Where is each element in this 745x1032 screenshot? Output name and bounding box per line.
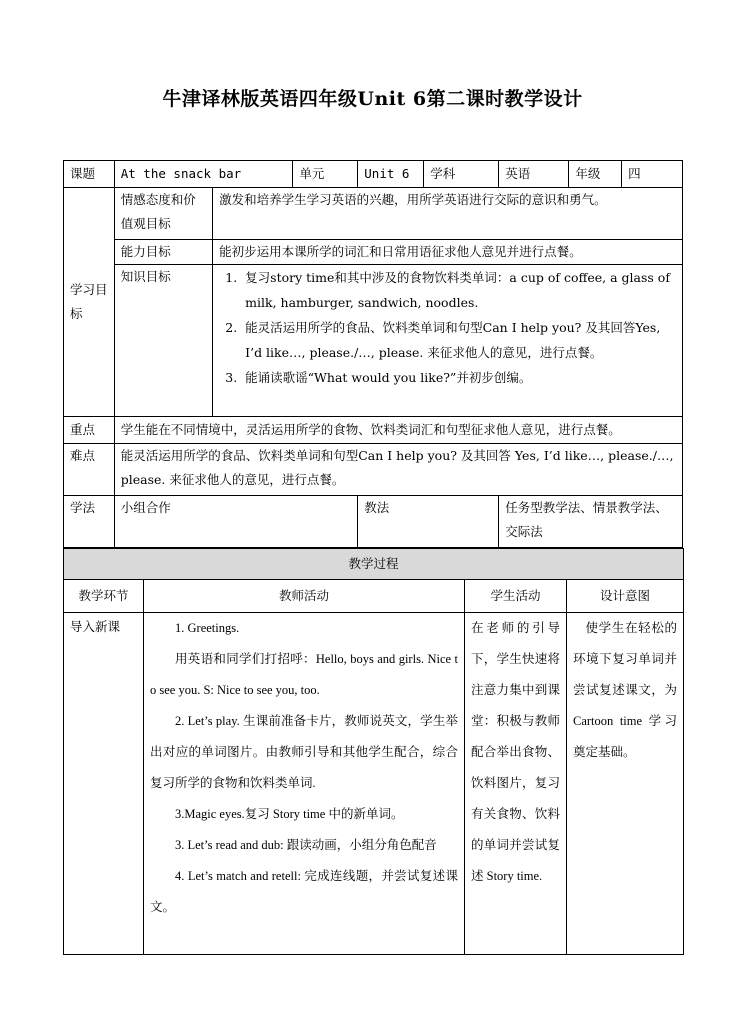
- difficulty-label: 难点: [64, 444, 115, 496]
- header-stage: 教学环节: [64, 580, 144, 613]
- difficulty-text: 能灵活运用所学的食品、饮料类单词和句型Can I help you? 及其回答 Yes, I’d like…, please./…, please. 来征求他人的意见，进行点餐。: [114, 444, 682, 496]
- header-teacher-activity: 教师活动: [144, 580, 465, 613]
- teaching-method-label: 教法: [358, 496, 499, 548]
- learning-method-label: 学法: [64, 496, 115, 548]
- info-table: [63, 160, 683, 548]
- key-points-label: 重点: [64, 417, 115, 444]
- stage-name: 导入新课: [64, 613, 144, 955]
- teacher-activity-line: 1. Greetings.: [175, 621, 240, 635]
- emotion-goal-text: 激发和培养学生学习英语的兴趣，用所学英语进行交际的意识和勇气。: [213, 188, 683, 240]
- ability-goal-label: 能力目标: [114, 240, 212, 265]
- key-points-text: 学生能在不同情境中，灵活运用所学的食物、饮料类词汇和句型征求他人意见，进行点餐。: [114, 417, 682, 444]
- topic-value: At the snack bar: [114, 161, 293, 188]
- knowledge-goal-list: [213, 265, 683, 417]
- knowledge-item: 1. 复习story time和其中涉及的食物饮料类单词：a cup of coffee, a glass of milk, hamburger, sandwich, noodles.: [241, 265, 676, 315]
- ability-goal-text: 能初步运用本课所学的词汇和日常用语征求他人意见并进行点餐。: [213, 240, 683, 265]
- unit-label: 单元: [293, 161, 358, 188]
- subject-label: 学科: [424, 161, 499, 188]
- knowledge-goal-label: 知识目标: [114, 265, 212, 417]
- header-design-intent: 设计意图: [567, 580, 684, 613]
- teaching-method-value: 任务型教学法、情景教学法、交际法: [499, 496, 683, 548]
- teacher-activity-line: 4. Let’s match and retell: 完成连线题，并尝试复述课文。: [150, 869, 458, 914]
- header-student-activity: 学生活动: [465, 580, 567, 613]
- grade-value: 四: [622, 161, 683, 188]
- teacher-activity-line: 3.Magic eyes.复习 Story time 中的新单词。: [175, 807, 404, 821]
- knowledge-item: 3. 能诵读歌谣“What would you like?”并初步创编。: [241, 365, 676, 390]
- goals-label: 学习目标: [64, 188, 115, 417]
- process-title: 教学过程: [64, 549, 684, 580]
- teacher-activity-line: 2. Let’s play. 生课前准备卡片，教师说英文，学生举出对应的单词图片。由教师引导和其他学生配合，综合复习所学的食物和饮料类单词.: [150, 714, 458, 790]
- knowledge-item: 2. 能灵活运用所学的食品、饮料类单词和句型Can I help you? 及其回答Yes, I’d like…, please./…, please. 来征求他人的意见，进行点餐。: [241, 315, 676, 365]
- emotion-goal-label: 情感态度和价值观目标: [114, 188, 212, 240]
- student-activity-cell: 在老师的引导下，学生快速将注意力集中到课堂：积极与教师配合举出食物、饮料图片，复习有关食物、饮料的单词并尝试复述 Story time.: [465, 613, 567, 955]
- subject-value: 英语: [499, 161, 569, 188]
- learning-method-value: 小组合作: [114, 496, 358, 548]
- design-intent-cell: 使学生在轻松的环境下复习单词并尝试复述课文，为 Cartoon time 学习奠定基础。: [567, 613, 684, 955]
- teacher-activity-line: 用英语和同学们打招呼：Hello, boys and girls. Nice to see you. S: Nice to see you, too.: [150, 652, 458, 697]
- teacher-activity-line: 3. Let’s read and dub: 跟读动画，小组分角色配音: [175, 838, 437, 852]
- grade-label: 年级: [569, 161, 622, 188]
- process-table: [63, 548, 684, 955]
- unit-value: Unit 6: [358, 161, 424, 188]
- topic-label: 课题: [64, 161, 115, 188]
- teacher-activity-cell: [144, 613, 465, 955]
- document-title: 牛津译林版英语四年级Unit 6第二课时教学设计: [162, 88, 583, 110]
